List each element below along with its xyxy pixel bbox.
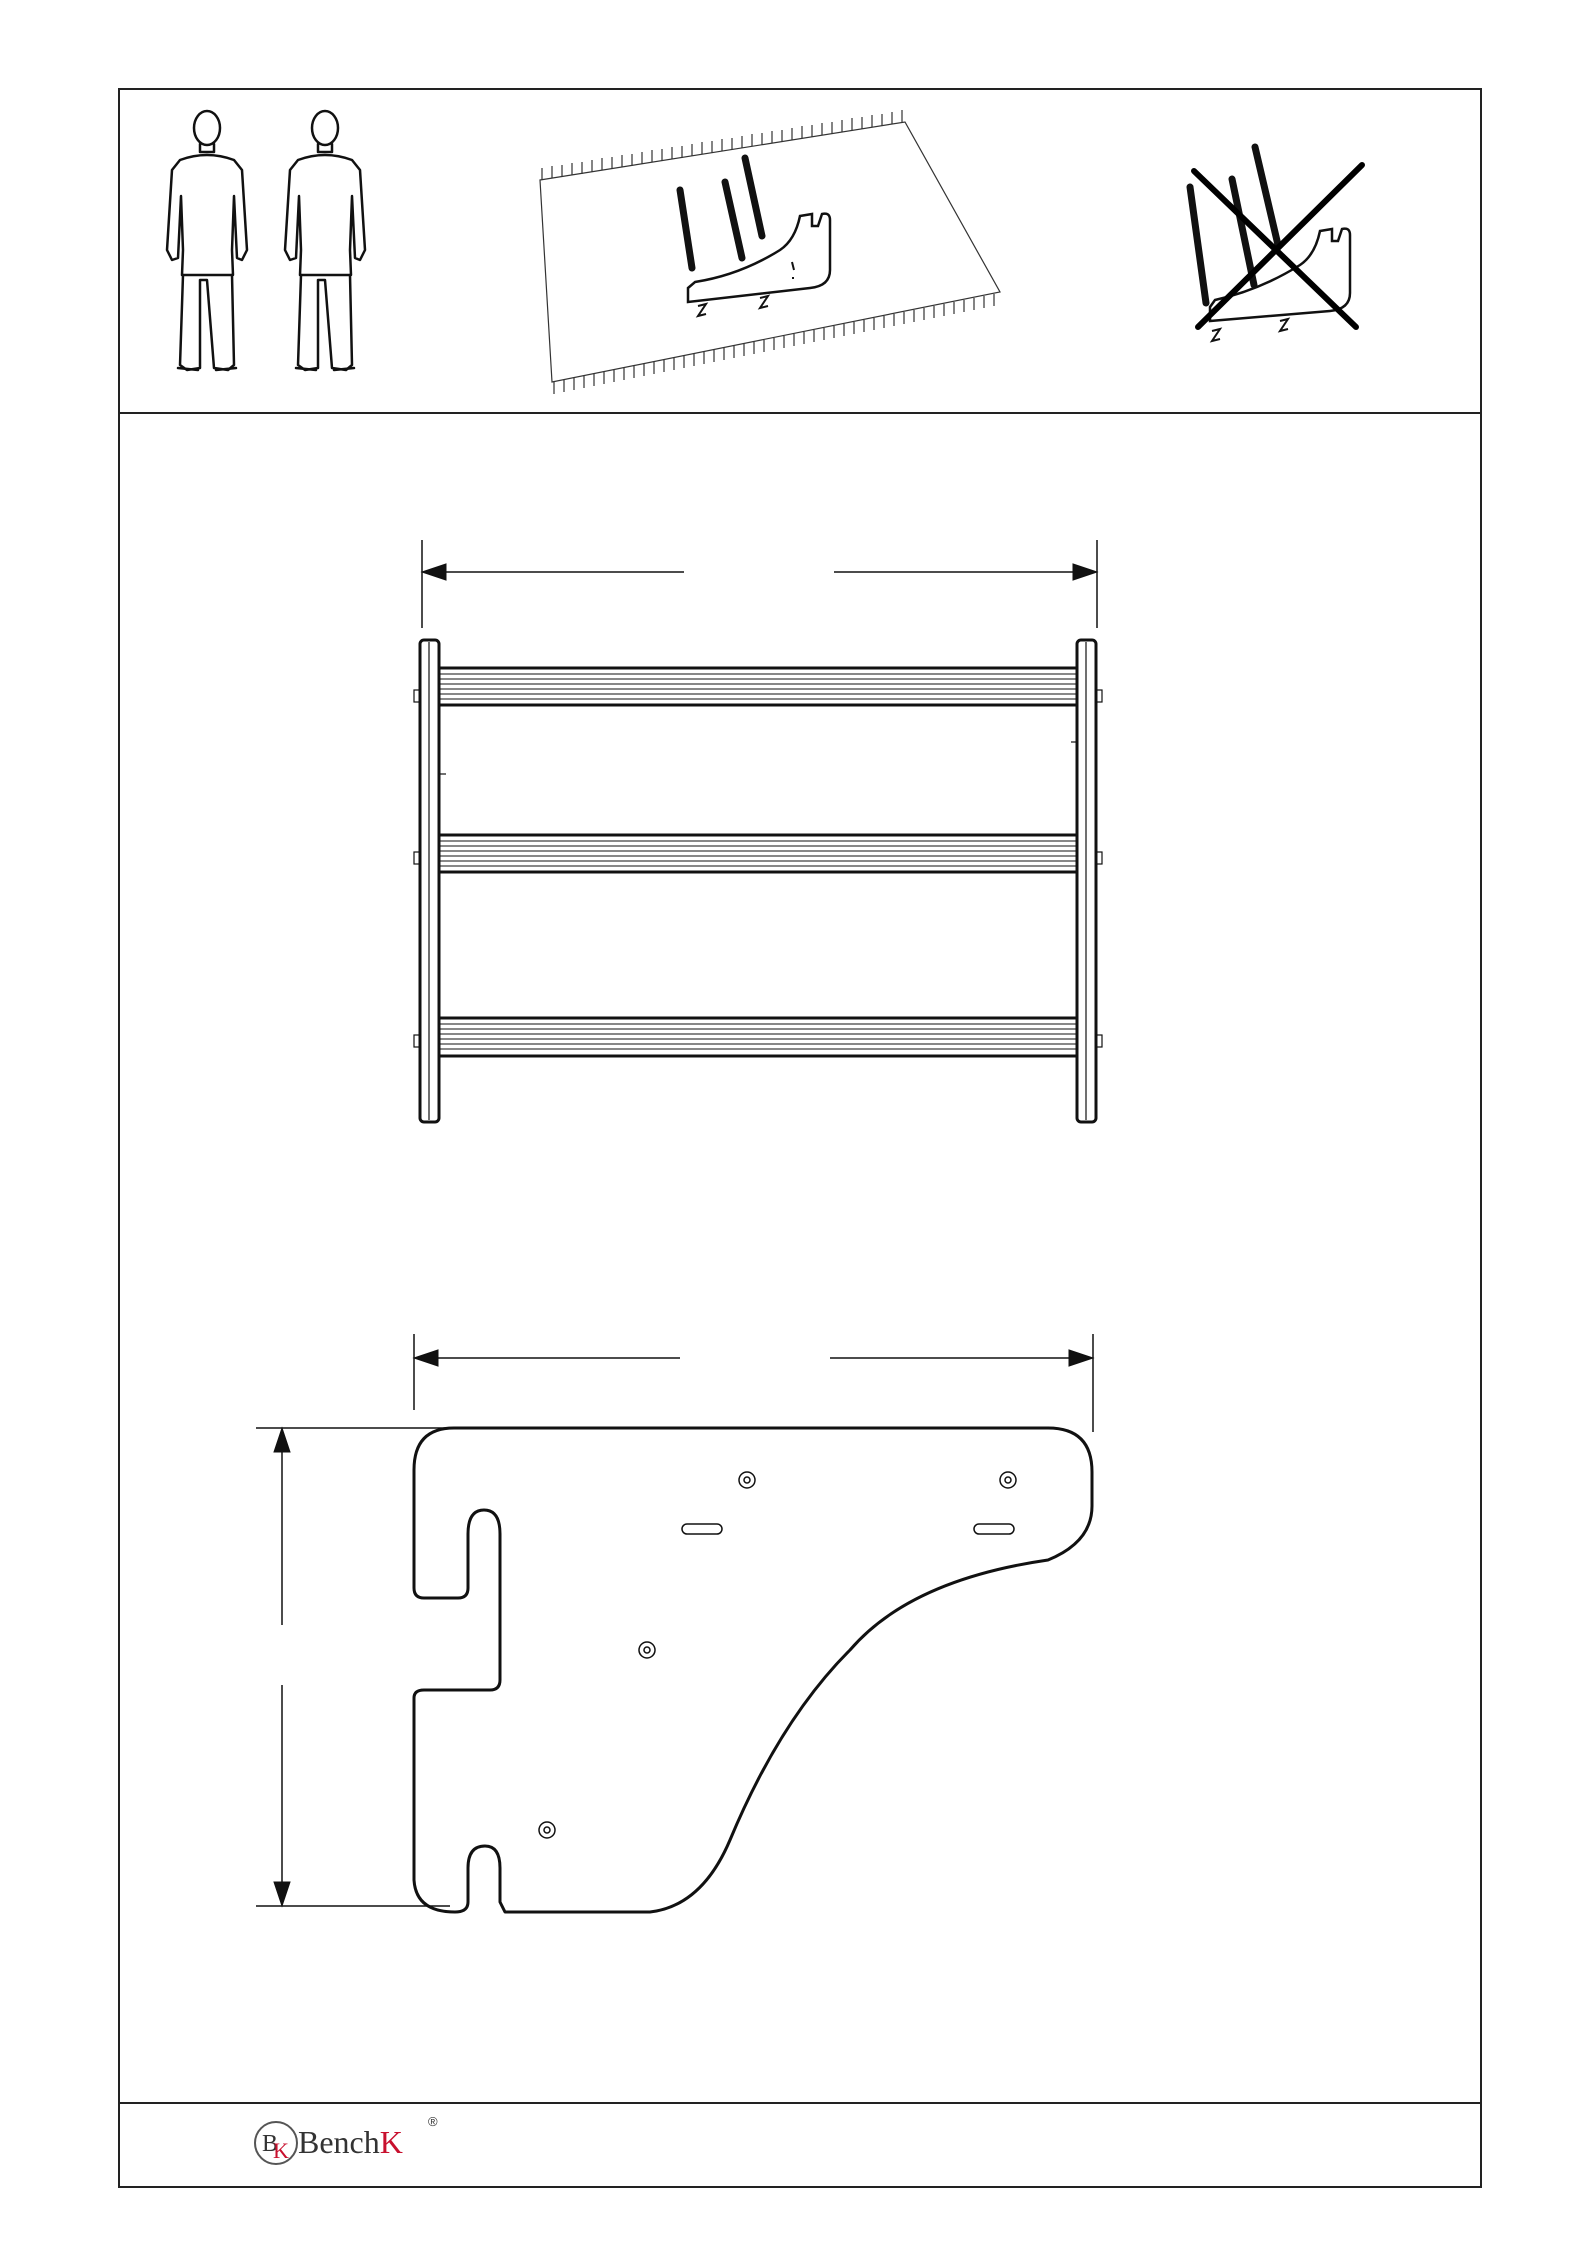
benchk-logo — [252, 2116, 472, 2172]
svg-text:B: B — [262, 2131, 279, 2157]
shelf-middle — [439, 835, 1077, 872]
crossed-out-bracket-icon — [1180, 135, 1380, 355]
width-dimension — [422, 540, 1097, 628]
brand-name — [298, 2124, 403, 2161]
shelf-top — [439, 668, 1077, 705]
bracket-on-carpet-icon — [530, 110, 1020, 410]
bracket-height-dimension — [256, 1428, 450, 1906]
footer-divider — [118, 2102, 1482, 2104]
side-bracket-view — [250, 1320, 1130, 1940]
brand-accent: K — [379, 2124, 403, 2160]
bracket-outline — [414, 1428, 1092, 1912]
shelf-bottom — [439, 1018, 1077, 1056]
registered-mark: ® — [428, 2114, 438, 2129]
svg-text:K: K — [273, 2138, 289, 2163]
bk-monogram-icon — [252, 2118, 300, 2168]
brand-main: Bench — [298, 2124, 380, 2160]
two-people-icon — [150, 100, 380, 400]
shelf-front-view — [400, 530, 1120, 1130]
bracket-width-dimension — [414, 1334, 1093, 1432]
header-divider — [118, 412, 1482, 414]
